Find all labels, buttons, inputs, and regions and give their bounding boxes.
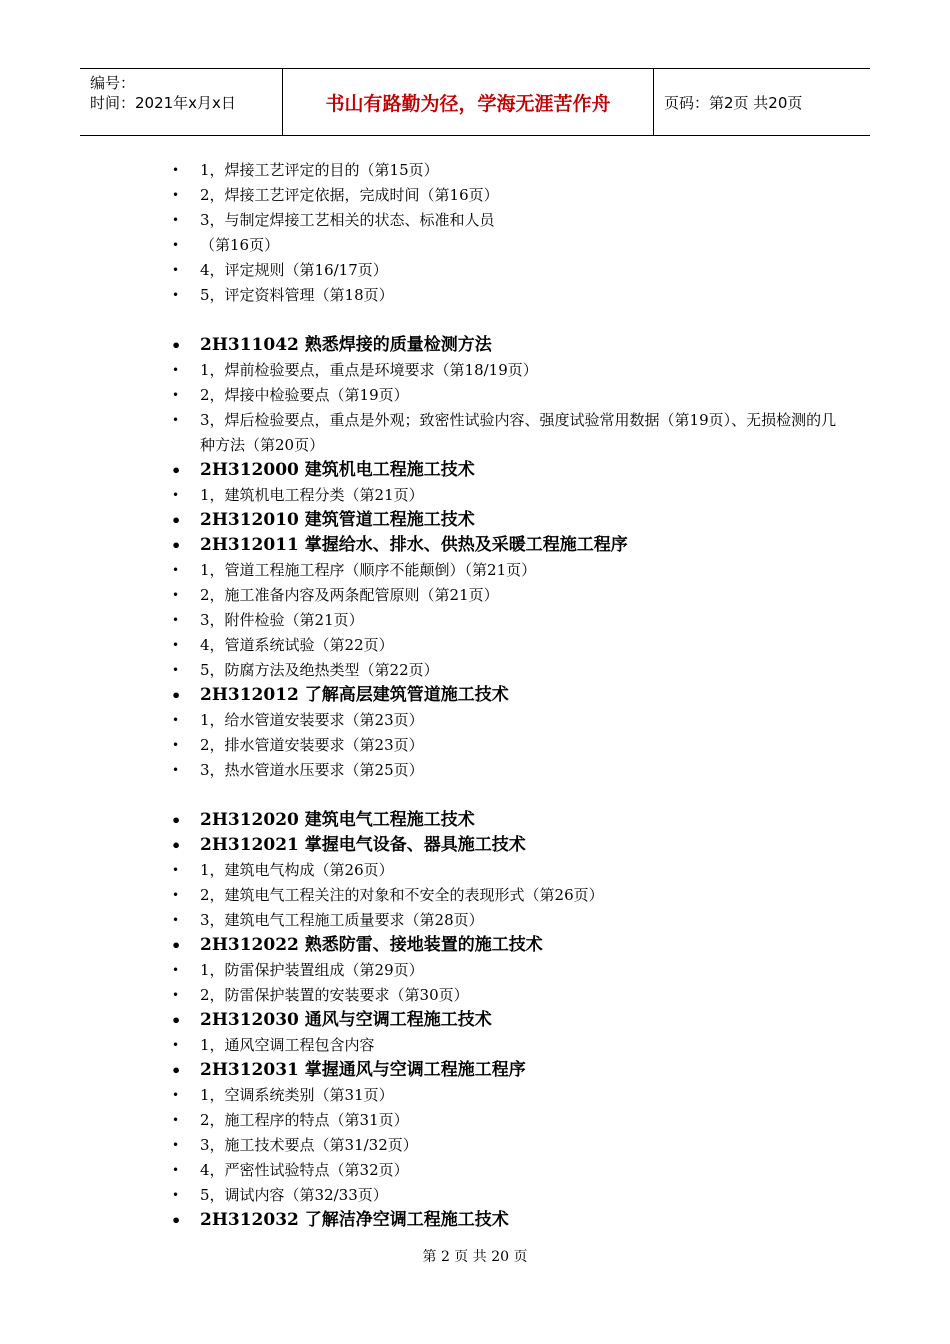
bullet-icon: • [172, 363, 180, 377]
list-item-text: 4，评定规则（第16/17页） [200, 261, 388, 279]
list-item-text: 1，建筑电气构成（第26页） [200, 861, 394, 879]
list-item-text: 2H312021 掌握电气设备、器具施工技术 [200, 835, 526, 855]
list-item-text: 2，焊接中检验要点（第19页） [200, 386, 409, 404]
section-heading [170, 1008, 850, 1033]
list-item [170, 408, 850, 458]
list-item-text: （第16页） [200, 236, 280, 254]
list-item-text: 1，防雷保护装置组成（第29页） [200, 961, 424, 979]
bullet-icon: • [172, 388, 180, 402]
section-heading [170, 508, 850, 533]
bullet-icon: • [171, 536, 182, 555]
bullet-icon: • [172, 588, 180, 602]
list-item-text: 3，施工技术要点（第31/32页） [200, 1136, 418, 1154]
list-item [170, 658, 850, 683]
bullet-icon: • [172, 988, 180, 1002]
section-heading [170, 1058, 850, 1083]
list-item-text: 3，附件检验（第21页） [200, 611, 364, 629]
list-item [170, 758, 850, 783]
blank-line [170, 783, 850, 808]
bullet-icon: • [172, 213, 180, 227]
list-item [170, 883, 850, 908]
list-item [170, 983, 850, 1008]
bullet-icon: • [172, 913, 180, 927]
list-item-text: 3，与制定焊接工艺相关的状态、标准和人员 [200, 211, 495, 229]
list-item [170, 1183, 850, 1208]
bullet-icon: • [172, 563, 180, 577]
list-item [170, 633, 850, 658]
bullet-icon: • [172, 763, 180, 777]
bullet-icon: • [172, 188, 180, 202]
list-item [170, 183, 850, 208]
list-item-text: 2H312020 建筑电气工程施工技术 [200, 810, 475, 830]
list-item [170, 283, 850, 308]
header-motto: 书山有路勤为径，学海无涯苦作舟 [282, 69, 654, 135]
header-number-label: 编号： [90, 74, 136, 92]
bullet-icon: • [172, 1163, 180, 1177]
header-date-label: 时间：2021年x月x日 [90, 94, 236, 112]
bullet-icon: • [172, 1138, 180, 1152]
list-item-text: 2，施工程序的特点（第31页） [200, 1111, 409, 1129]
list-item [170, 733, 850, 758]
bullet-icon: • [172, 263, 180, 277]
list-item [170, 908, 850, 933]
bullet-icon: • [171, 511, 182, 530]
bullet-icon: • [172, 413, 180, 427]
list-item-text: 2，防雷保护装置的安装要求（第30页） [200, 986, 469, 1004]
section-heading [170, 533, 850, 558]
list-item-text: 5，评定资料管理（第18页） [200, 286, 394, 304]
list-item [170, 358, 850, 383]
list-item-text: 1，焊接工艺评定的目的（第15页） [200, 161, 439, 179]
list-item-text: 1，给水管道安装要求（第23页） [200, 711, 424, 729]
list-item-text: 1，焊前检验要点，重点是环境要求（第18/19页） [200, 361, 538, 379]
list-item-text: 2H312022 熟悉防雷、接地装置的施工技术 [200, 935, 543, 955]
list-item-text: 2H312000 建筑机电工程施工技术 [200, 460, 475, 480]
list-item-text: 1，建筑机电工程分类（第21页） [200, 486, 424, 504]
list-item-text: 3，建筑电气工程施工质量要求（第28页） [200, 911, 484, 929]
list-item [170, 558, 850, 583]
list-item-text: 4，管道系统试验（第22页） [200, 636, 394, 654]
list-item [170, 208, 850, 233]
bullet-icon: • [172, 1113, 180, 1127]
list-item-text: 2H312012 了解高层建筑管道施工技术 [200, 685, 509, 705]
bullet-icon: • [172, 163, 180, 177]
page-footer: 第 2 页 共 20 页 [422, 1249, 528, 1265]
list-item [170, 858, 850, 883]
blank-line [170, 308, 850, 333]
bullet-icon: • [172, 238, 180, 252]
list-item-text: 2H312032 了解洁净空调工程施工技术 [200, 1210, 509, 1230]
section-heading [170, 333, 850, 358]
bullet-icon: • [172, 638, 180, 652]
bullet-icon: • [172, 488, 180, 502]
list-item-text: 2，建筑电气工程关注的对象和不安全的表现形式（第26页） [200, 886, 604, 904]
list-item-text: 3，热水管道水压要求（第25页） [200, 761, 424, 779]
list-item-text: 3，焊后检验要点，重点是外观；致密性试验内容、强度试验常用数据（第19页）、无损检测的几种方法（第20页） [200, 411, 837, 454]
list-item-text: 1，管道工程施工程序（顺序不能颠倒）（第21页） [200, 561, 537, 579]
bullet-icon: • [171, 686, 182, 705]
list-item [170, 1108, 850, 1133]
list-item-text: 1，空调系统类别（第31页） [200, 1086, 394, 1104]
bullet-icon: • [172, 1088, 180, 1102]
list-item-text: 2H311042 熟悉焊接的质量检测方法 [200, 335, 492, 355]
page-header [80, 68, 870, 136]
list-item-text: 4，严密性试验特点（第32页） [200, 1161, 409, 1179]
section-heading [170, 933, 850, 958]
bullet-icon: • [172, 863, 180, 877]
list-item-text: 1，通风空调工程包含内容 [200, 1036, 375, 1054]
list-item [170, 383, 850, 408]
bullet-icon: • [171, 336, 182, 355]
bullet-icon: • [172, 1038, 180, 1052]
header-page-info: 页码：第2页 共20页 [664, 93, 803, 112]
list-item [170, 1083, 850, 1108]
list-item-text: 5，防腐方法及绝热类型（第22页） [200, 661, 439, 679]
list-item-text: 5，调试内容（第32/33页） [200, 1186, 388, 1204]
outline-list [170, 158, 850, 1233]
bullet-icon: • [171, 1061, 182, 1080]
header-meta [80, 69, 282, 135]
bullet-icon: • [172, 738, 180, 752]
list-item [170, 1033, 850, 1058]
list-item-text: 2H312031 掌握通风与空调工程施工程序 [200, 1060, 526, 1080]
bullet-icon: • [172, 963, 180, 977]
bullet-icon: • [171, 1011, 182, 1030]
bullet-icon: • [172, 288, 180, 302]
list-item [170, 258, 850, 283]
section-heading [170, 833, 850, 858]
bullet-icon: • [172, 613, 180, 627]
list-item [170, 158, 850, 183]
list-item [170, 1133, 850, 1158]
list-item-text: 2H312010 建筑管道工程施工技术 [200, 510, 475, 530]
bullet-icon: • [171, 1211, 182, 1230]
bullet-icon: • [172, 663, 180, 677]
list-item-text: 2，焊接工艺评定依据，完成时间（第16页） [200, 186, 499, 204]
list-item [170, 708, 850, 733]
section-heading [170, 808, 850, 833]
list-item [170, 958, 850, 983]
list-item-text: 2H312030 通风与空调工程施工技术 [200, 1010, 492, 1030]
bullet-icon: • [172, 888, 180, 902]
list-item-text: 2，施工准备内容及两条配管原则（第21页） [200, 586, 499, 604]
list-item [170, 583, 850, 608]
bullet-icon: • [171, 936, 182, 955]
list-item-text: 2H312011 掌握给水、排水、供热及采暖工程施工程序 [200, 535, 628, 555]
bullet-icon: • [171, 836, 182, 855]
list-item-text: 2，排水管道安装要求（第23页） [200, 736, 424, 754]
bullet-icon: • [171, 811, 182, 830]
section-heading [170, 458, 850, 483]
list-item [170, 483, 850, 508]
bullet-icon: • [171, 461, 182, 480]
section-heading [170, 683, 850, 708]
list-item [170, 1158, 850, 1183]
bullet-icon: • [172, 713, 180, 727]
list-item [170, 608, 850, 633]
list-item [170, 233, 850, 258]
section-heading [170, 1208, 850, 1233]
bullet-icon: • [172, 1188, 180, 1202]
